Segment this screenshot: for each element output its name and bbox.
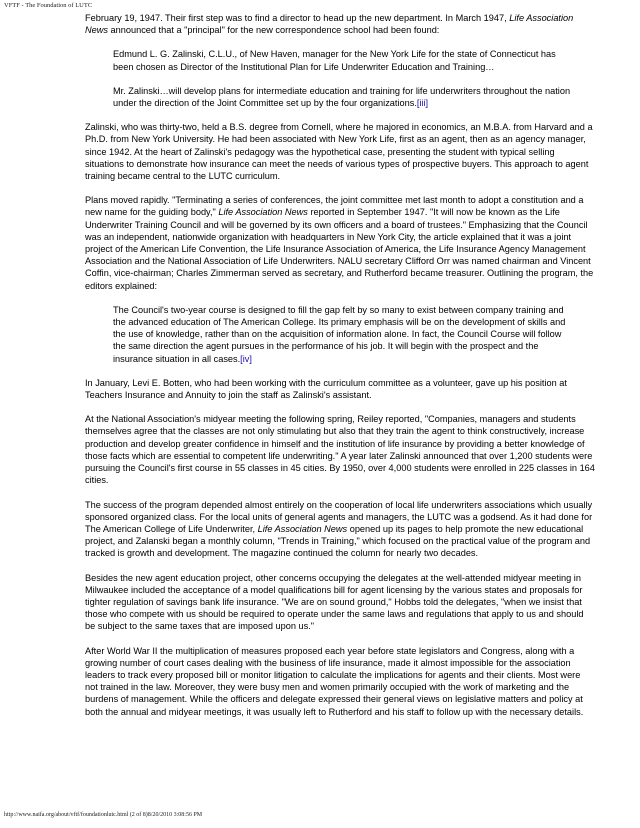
article-body (85, 12, 595, 730)
block-quote (113, 304, 573, 365)
paragraph: After World War II the multiplication of measures proposed each year before state legislators and Congress, along with a growing number of court cases dealing with the business of life insurance, made it almost impossible for the association leaders to track every proposed bill or monitor litigation to calculate the implications for agents and their clients. Most were not trained in the law. Moreover, they were busy men and women primarily occupied with the work of marketing and the burdens of management. While the officers and delegate expressed their general views on legislative matters and policy at both the annual and midyear meetings, it was usually left to Rutherford and his staff to follow up with the necessary details. (85, 645, 584, 717)
page-header: VFTF - The Foundation of LUTC (4, 2, 93, 9)
quote-paragraph: Mr. Zalinski…will develop plans for intermediate education and training for life underwriters throughout the nation under the direction of the Joint Committee set up by the four organizations.[iii] (113, 85, 571, 109)
block-quote (113, 48, 573, 109)
footnote-link[interactable]: [iii] (416, 98, 429, 109)
paragraph: In January, Levi E. Botten, who had been working with the curriculum committee as a volunteer, gave up his position at Teachers Insurance and Annuity to join the staff as Zalinski's assistant. (85, 377, 567, 401)
paragraph: Plans moved rapidly. "Terminating a series of conferences, the joint committee met last month to adopt a constitution and a new name for the guiding body," Life Association News reported in September 1947. "It will now be known as the Life Underwriter Training Council and will be governed by its own officers and a board of trustees." Emphasizing that the Council was an independent, nationwide organization with headquarters in New York City, the article explained that it was a joint project of the American Life Convention, the Life Insurance Association of America, the Life Insurance Agency Management Association and the National Association of Life Underwriters. NALU secretary Clifford Orr was named chairman and Vincent Coffin, vice-chairman; Charles Zimmerman served as secretary, and Rutherford became treasurer. Outlining the program, the editors explained: (85, 195, 594, 291)
page-footer: http://www.naifa.org/about/vftf/foundationlutc.html (2 of 8)8/20/2010 3:08:56 PM (4, 812, 203, 818)
paragraph: Besides the new agent education project, other concerns occupying the delegates at the well-attended midyear meeting in Milwaukee included the acceptance of a model qualifications bill for agent licensing by the various states and proposals for tighter regulation of savings bank life insurance. "We are on sound ground," Hobbs told the delegates, "when we insist that those who compete with us should be required to operate under the same laws and regulations that apply to us and should be subject to the same taxes that are imposed upon us." (85, 572, 584, 632)
quote-paragraph: Edmund L. G. Zalinski, C.L.U., of New Haven, manager for the New York Life for the state of Connecticut has been chosen as Director of the Institutional Plan for Life Underwriter Education and Training… (113, 49, 556, 72)
paragraph: Zalinski, who was thirty-two, held a B.S. degree from Cornell, where he majored in economics, an M.B.A. from Harvard and a Ph.D. from New York University. He had been associated with New York Life, first as an agent, then as an agency manager, since 1942. At the heart of Zalinski's pedagogy was the hypothetical case, presenting the student with typical selling situations to demonstrate how insurance can meet the needs of various types of prospective buyers. This approach to agent training became central to the LUTC curriculum. (85, 122, 593, 182)
publication-title: Life Association News (218, 207, 308, 218)
paragraph: February 19, 1947. Their first step was to find a director to head up the new department. In March 1947, Life Association News announced that a "principal" for the new correspondence school had been found: (85, 13, 574, 36)
paragraph: The success of the program depended almost entirely on the cooperation of local life underwriters associations which usually sponsored organized class. For the local units of general agents and managers, the LUTC was a godsend. As it had done for The American College of Life Underwriter, Life Association News opened up its pages to help promote the new educational project, and Zalanski began a monthly column, "Trends in Training," which focused on the practical value of the program and tracked is growth and development. The magazine continued the column for nearly two decades. (85, 499, 593, 559)
publication-title: Life Association News (257, 523, 348, 534)
quote-paragraph: The Council's two-year course is designed to fill the gap felt by so many to exist between company training and the advanced education of The American College. Its primary emphasis will be on the development of skills and the use of knowledge, rather than on the acquisition of information alone. In fact, the Council Course will follow the same direction the agent pursues in the performance of his job. It will begin with the prospect and the insurance situation in all cases.[iv] (113, 304, 566, 364)
paragraph: At the National Association's midyear meeting the following spring, Reiley reported, "Companies, managers and students themselves agree that the classes are not only stimulating but also that they train the agent to think constructively, increase production and develop greater confidence in himself and the institution of life insurance by providing a better knowledge of those facts which are essential to competent life underwriting." A year later Zalinski announced that over 1,200 students were pursuing the Council's first course in 55 classes in 45 cities. By 1950, over 4,000 students were enrolled in 225 classes in 164 cities. (85, 414, 595, 486)
publication-title: Life Association News (85, 13, 574, 36)
footnote-link[interactable]: [iv] (240, 353, 252, 364)
